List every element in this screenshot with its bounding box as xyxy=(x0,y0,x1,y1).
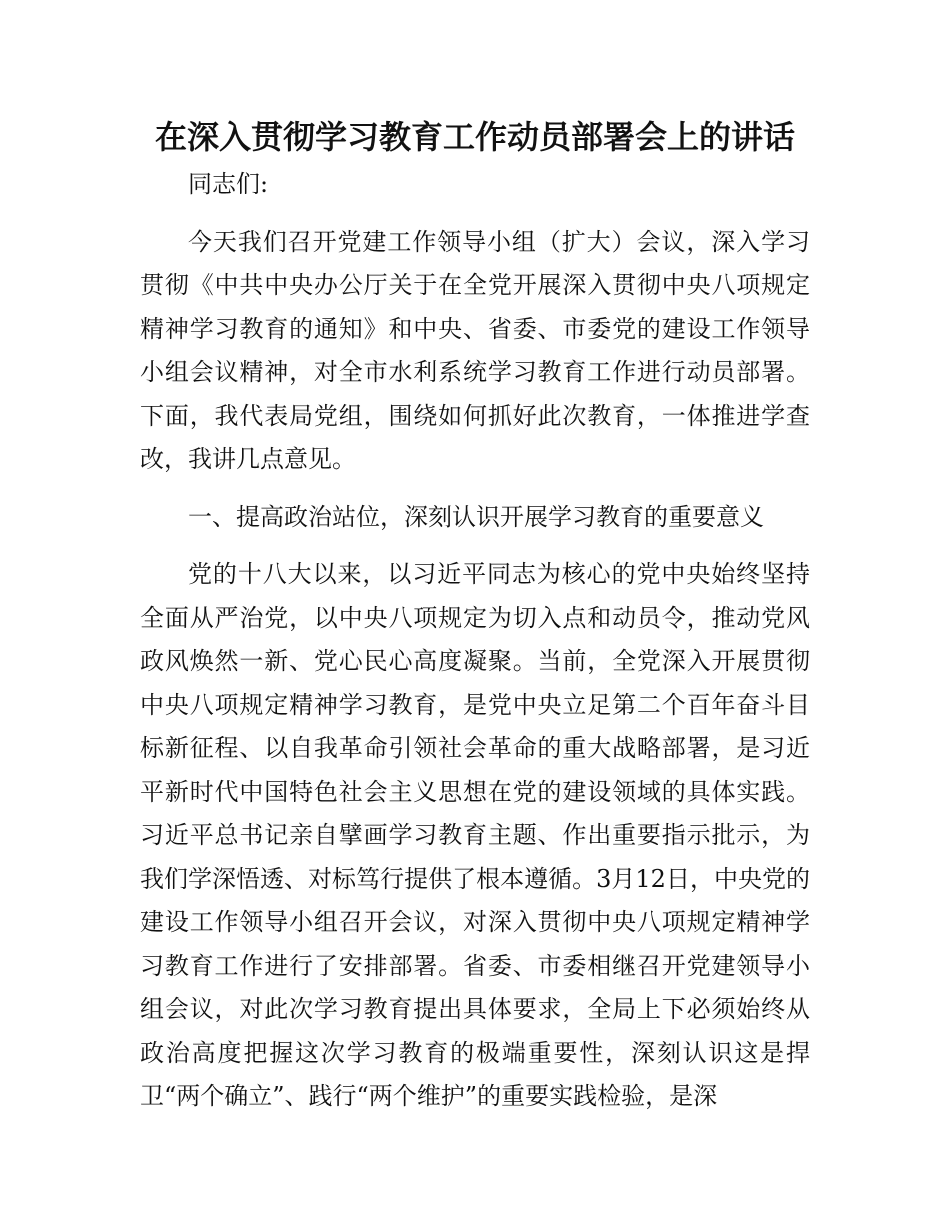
paragraph-section-one: 党的十八大以来，以习近平同志为核心的党中央始终坚持全面从严治党，以中央八项规定为切入点和动员令，推动党风政风焕然一新、党心民心高度凝聚。当前，全党深入开展贯彻中央八项规定精神学习教育，是党中央立足第二个百年奋斗目标新征程、以自我革命引领社会革命的重大战略部署，是习近平新时代中国特色社会主义思想在党的建设领域的具体实践。习近平总书记亲自擘画学习教育主题、作出重要指示批示，为我们学深悟透、对标笃行提供了根本遵循。3月12日，中央党的建设工作领导小组召开会议，对深入贯彻中央八项规定精神学习教育工作进行了安排部署。省委、市委相继召开党建领导小组会议，对此次学习教育提出具体要求，全局上下必须始终从政治高度把握这次学习教育的极端重要性，深刻认识这是捍卫“两个确立”、践行“两个维护”的重要实践检验，是深 xyxy=(140,560,810,1110)
paragraph-opening: 今天我们召开党建工作领导小组（扩大）会议，深入学习贯彻《中共中央办公厅关于在全党开展深入贯彻中央八项规定精神学习教育的通知》和中央、省委、市委党的建设工作领导小组会议精神，对全市水利系统学习教育工作进行动员部署。下面，我代表局党组，围绕如何抓好此次教育，一体推进学查改，我讲几点意见。 xyxy=(140,227,810,473)
section-heading-one: 一、提高政治站位，深刻认识开展学习教育的重要意义 xyxy=(188,502,764,531)
salutation: 同志们: xyxy=(188,170,269,198)
document-body xyxy=(140,163,810,1119)
document-title: 在深入贯彻学习教育工作动员部署会上的讲话 xyxy=(154,118,795,156)
